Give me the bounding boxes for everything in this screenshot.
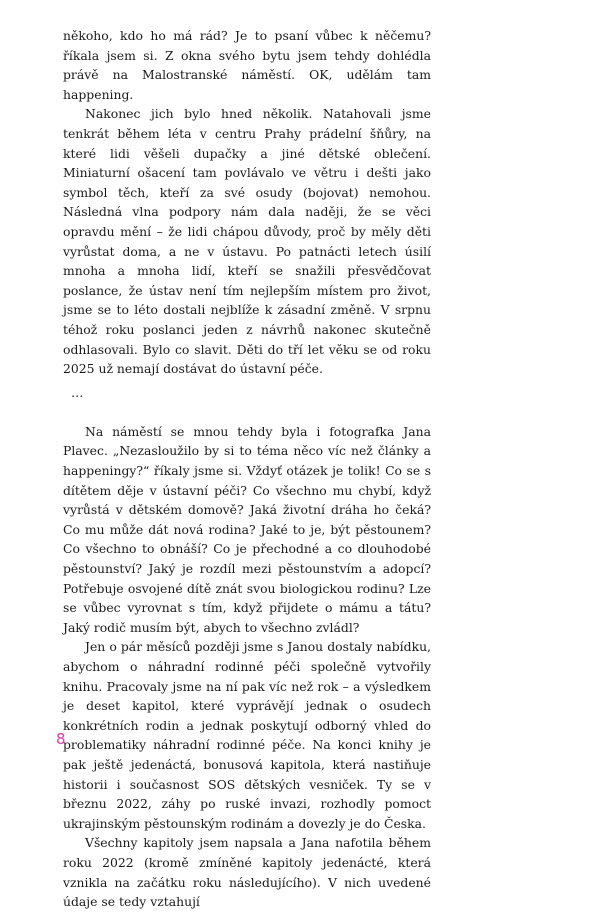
paragraph-1: někoho, kdo ho má rád? Je to psaní vůbec k něčemu? říkala jsem si. Z okna svého bytu jsem tehdy dohlédla právě na Malostranské náměstí. OK, udělám tam happening. [63, 28, 431, 102]
paragraph-3: Na náměstí se mnou tehdy byla i fotografka Jana Plavec. „Nezasloužilo by si to téma něco víc než články a happeningy?“ říkaly jsme si. Vždyť otázek je tolik! Co se s dítětem děje v ústavní péči? Co všechno mu chybí, když vyrůstá v dětském domově? Jaká životní dráha ho čeká? Co mu může dát nová rodina? Jaké to je, být pěstounem? Co všechno to obnáší? Co je přechodné a co dlouhodobé pěstounství? Jaký je rozdíl mezi pěstounstvím a adopcí? Potřebuje osvojené dítě znát svou biologickou rodinu? Lze se vůbec vyrovnat s tím, když přijdete o mámu a tátu? Jaký rodič musím být, abych to všechno zvládl? [63, 423, 431, 635]
paragraph-2: Nakonec jich bylo hned několik. Natahovali jsme tenkrát během léta v centru Prahy prádelní šňůry, na které lidi věšeli dupačky a jiné dětské oblečení. Miniaturní ošacení tam povlávalo ve větru i dešti jako symbol těch, kteří za své osudy (bojovat) nemohou. Následná vlna podpory nám dala naději, že se věci opravdu mění – že lidi chápou důvody, proč by měly děti vyrůstat doma, a ne v ústavu. Po patnácti letech úsilí mnoha a mnoha lidí, kteří se snažili přesvědčovat poslance, že ústav není tím nejlepším místem pro život, jsme se to léto dostali nejblíže k zásadní změně. V srpnu téhož roku poslanci jeden z návrhů nakonec skutečně odhlasovali. Bylo co slavit. Děti do tří let věku se od roku 2025 už nemají dostávat do ústavní péče. [63, 106, 431, 377]
page-number: 8 [56, 730, 66, 748]
paragraph-4: Jen o pár měsíců později jsme s Janou dostaly nabídku, abychom o náhradní rodinné péči společně vytvořily knihu. Pracovaly jsme na ní pak víc než rok – a výsledkem je deset kapitol, které vyprávějí jednak o osudech konkrétních rodin a jednak poskytují odborný vhled do problematiky náhradní rodinné péče. Na konci knihy je pak ještě jedenáctá, bonusová kapitola, která nastiňuje historii i současnost SOS dětských vesniček. Ty se v březnu 2022, záhy po ruské invazi, rozhodly pomoct ukrajinským pěstounským rodinám a dovezly je do Česka. [63, 639, 431, 831]
section-break-ellipsis: … [71, 384, 85, 400]
page-body [63, 26, 431, 912]
paragraph-5: Všechny kapitoly jsem napsala a Jana nafotila během roku 2022 (kromě zmíněné kapitoly jedenácté, která vznikla na začátku roku následujícího). V nich uvedené údaje se tedy vztahují [63, 835, 431, 910]
